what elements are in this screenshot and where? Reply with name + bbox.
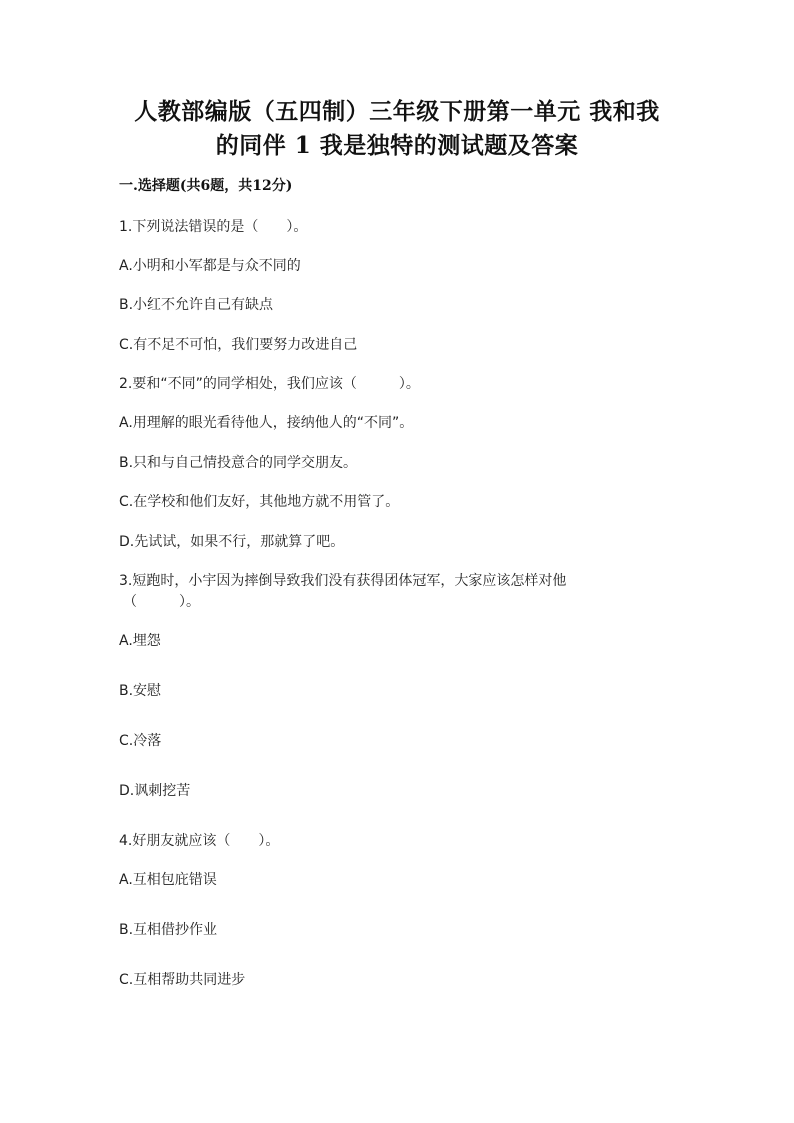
question-2-option-b: B.只和与自己情投意合的同学交朋友。 bbox=[119, 455, 358, 471]
question-3-option-d: D.讽刺挖苦 bbox=[119, 783, 191, 799]
question-1-option-c: C.有不足不可怕，我们要努力改进自己 bbox=[119, 337, 358, 353]
question-2-option-c: C.在学校和他们友好，其他地方就不用管了。 bbox=[119, 494, 400, 510]
question-1-option-a: A.小明和小军都是与众不同的 bbox=[119, 258, 301, 274]
question-4-option-a: A.互相包庇错误 bbox=[119, 872, 217, 888]
question-3-option-b: B.安慰 bbox=[119, 683, 162, 699]
question-3-stem: 3.短跑时，小宇因为摔倒导致我们没有获得团体冠军，大家应该怎样对他 bbox=[119, 573, 567, 589]
question-3-option-a: A.埋怨 bbox=[119, 633, 161, 649]
question-2-stem: 2.要和“不同”的同学相处，我们应该（ ）。 bbox=[119, 376, 420, 392]
question-3-stem-continued: （ ）。 bbox=[123, 594, 200, 610]
question-1-option-b: B.小红不允许自己有缺点 bbox=[119, 297, 274, 313]
question-4-stem: 4.好朋友就应该（ ）。 bbox=[119, 833, 280, 849]
document-title-line-2: 的同伴 1 我是独特的测试题及答案 bbox=[215, 132, 579, 159]
question-1-stem: 1.下列说法错误的是（ ）。 bbox=[119, 219, 308, 235]
question-2-option-d: D.先试试，如果不行，那就算了吧。 bbox=[119, 534, 345, 550]
section-header: 一.选择题(共6题，共12分) bbox=[119, 178, 293, 194]
question-4-option-c: C.互相帮助共同进步 bbox=[119, 972, 246, 988]
document-title-line-1: 人教部编版（五四制）三年级下册第一单元 我和我 bbox=[134, 98, 660, 125]
question-4-option-b: B.互相借抄作业 bbox=[119, 922, 218, 938]
question-3-option-c: C.冷落 bbox=[119, 733, 162, 749]
question-2-option-a: A.用理解的眼光看待他人，接纳他人的“不同”。 bbox=[119, 415, 414, 431]
